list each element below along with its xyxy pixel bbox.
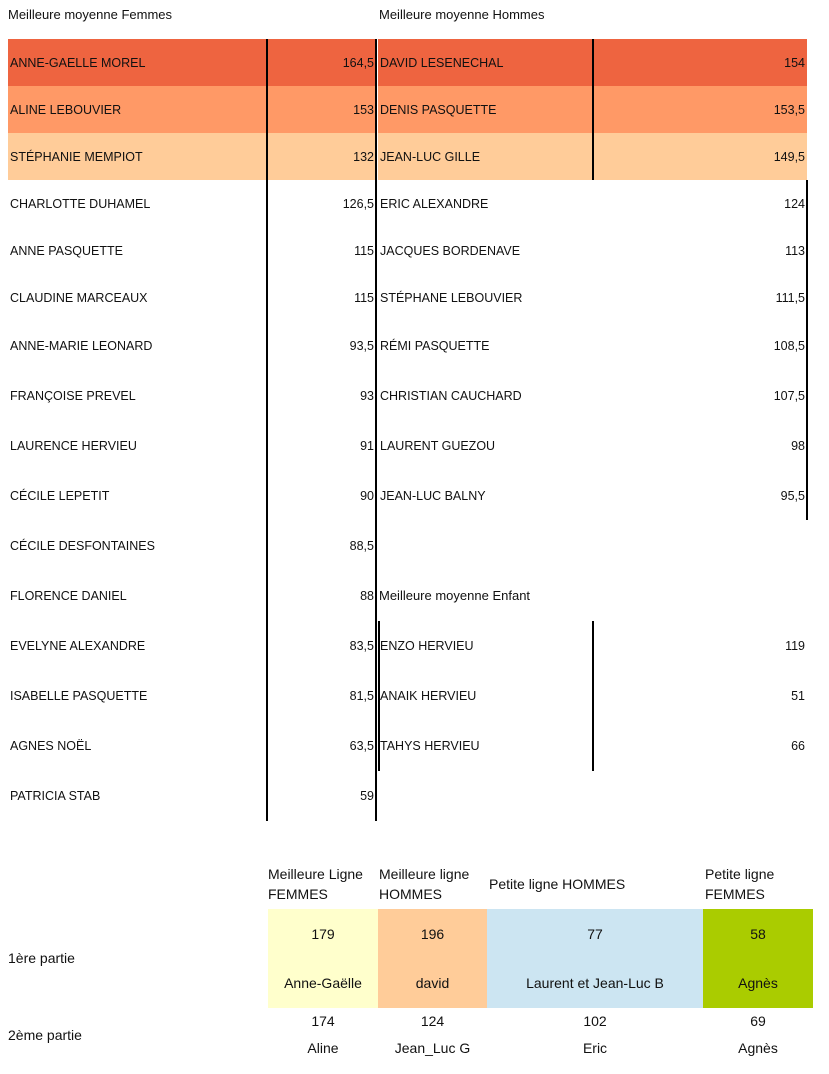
low-women-line-header: Petite ligne FEMMES bbox=[705, 866, 775, 902]
table-border bbox=[806, 180, 808, 520]
player-name: ERIC ALEXANDRE bbox=[380, 196, 489, 211]
average-value: 66 bbox=[791, 739, 805, 753]
low-men-cell bbox=[487, 909, 703, 1008]
player-name: ANNE-GAELLE MOREL bbox=[10, 55, 146, 70]
player-name: JACQUES BORDENAVE bbox=[380, 243, 521, 258]
average-value: 153,5 bbox=[773, 102, 805, 117]
player-name: CÉCILE LEPETIT bbox=[10, 489, 110, 503]
table-border bbox=[375, 39, 377, 821]
table-row bbox=[8, 571, 376, 621]
score: 58 bbox=[750, 925, 766, 942]
player-name: DENIS PASQUETTE bbox=[380, 102, 497, 117]
average-value: 83,5 bbox=[349, 639, 374, 653]
table-row bbox=[8, 86, 376, 133]
average-value: 95,5 bbox=[780, 489, 805, 503]
player-name: ANAIK HERVIEU bbox=[380, 689, 477, 703]
average-value: 93 bbox=[360, 389, 374, 403]
low-women-name-part2: Agnès bbox=[738, 1040, 778, 1056]
average-value: 98 bbox=[791, 439, 805, 453]
player-name: ALINE LEBOUVIER bbox=[10, 102, 122, 117]
best-women-name-part2: Aline bbox=[307, 1040, 339, 1056]
table-border bbox=[592, 39, 594, 180]
player-name: Laurent et Jean-Luc B bbox=[526, 975, 664, 992]
player-name: DAVID LESENECHAL bbox=[380, 55, 504, 70]
row-label-part1: 1ère partie bbox=[8, 950, 75, 966]
table-row bbox=[378, 471, 807, 521]
average-value: 59 bbox=[360, 789, 374, 803]
player-name: LAURENCE HERVIEU bbox=[10, 439, 137, 453]
player-name: AGNES NOËL bbox=[10, 739, 92, 753]
average-value: 115 bbox=[354, 290, 374, 305]
best-men-name-part2: Jean_Luc G bbox=[394, 1040, 471, 1056]
low-men-score-part2: 102 bbox=[583, 1013, 607, 1029]
table-row bbox=[378, 227, 807, 274]
best-men-line-header: Meilleure ligne HOMMES bbox=[379, 866, 470, 902]
table-row bbox=[8, 671, 376, 721]
average-value: 132 bbox=[353, 149, 374, 164]
player-name: Agnès bbox=[738, 975, 778, 992]
best-men-score-part2: 124 bbox=[420, 1013, 445, 1029]
player-name: CÉCILE DESFONTAINES bbox=[10, 539, 155, 553]
average-value: 111,5 bbox=[775, 290, 805, 305]
average-value: 91 bbox=[360, 439, 374, 453]
average-value: 107,5 bbox=[773, 389, 805, 403]
player-name: FRANÇOISE PREVEL bbox=[10, 389, 136, 403]
player-name: JEAN-LUC BALNY bbox=[380, 489, 486, 503]
best-men-cell bbox=[378, 909, 487, 1008]
average-value: 63,5 bbox=[349, 739, 374, 753]
table-row bbox=[378, 421, 807, 471]
table-row bbox=[8, 274, 376, 321]
average-value: 154 bbox=[784, 55, 805, 70]
average-value: 90 bbox=[360, 489, 374, 503]
player-name: david bbox=[415, 975, 450, 992]
player-name: ANNE-MARIE LEONARD bbox=[10, 339, 153, 353]
table-row bbox=[8, 771, 376, 821]
average-value: 81,5 bbox=[349, 689, 374, 703]
player-name: FLORENCE DANIEL bbox=[10, 589, 127, 603]
best-women-line-header: Meilleure Ligne FEMMES bbox=[268, 866, 363, 902]
player-name: Anne-Gaëlle bbox=[284, 975, 362, 992]
average-value: 51 bbox=[791, 689, 805, 703]
average-value: 126,5 bbox=[342, 196, 374, 211]
low-women-cell bbox=[703, 909, 813, 1008]
table-row bbox=[378, 371, 807, 421]
average-value: 108,5 bbox=[773, 339, 805, 353]
low-men-line-header: Petite ligne HOMMES bbox=[489, 876, 626, 892]
table-row bbox=[8, 39, 376, 86]
player-name: RÉMI PASQUETTE bbox=[380, 339, 490, 353]
table-row bbox=[8, 521, 376, 571]
average-value: 93,5 bbox=[349, 339, 374, 353]
table-row bbox=[8, 180, 376, 227]
table-border bbox=[266, 39, 268, 821]
player-name: ANNE PASQUETTE bbox=[10, 243, 123, 258]
player-name: TAHYS HERVIEU bbox=[380, 739, 480, 753]
player-name: CHRISTIAN CAUCHARD bbox=[380, 389, 522, 403]
average-value: 153 bbox=[353, 102, 374, 117]
low-men-name-part2: Eric bbox=[582, 1040, 608, 1056]
score: 179 bbox=[311, 925, 335, 942]
women-table-title: Meilleure moyenne Femmes bbox=[8, 7, 173, 22]
table-row bbox=[8, 371, 376, 421]
player-name: CLAUDINE MARCEAUX bbox=[10, 290, 148, 305]
kids-table-title: Meilleure moyenne Enfant bbox=[379, 588, 531, 603]
table-border bbox=[592, 621, 594, 771]
table-row bbox=[8, 321, 376, 371]
score: 77 bbox=[587, 925, 603, 942]
average-value: 119 bbox=[785, 639, 805, 653]
player-name: ENZO HERVIEU bbox=[380, 639, 474, 653]
player-name: STÉPHANE LEBOUVIER bbox=[380, 290, 523, 305]
average-value: 164,5 bbox=[342, 55, 374, 70]
player-name: JEAN-LUC GILLE bbox=[380, 149, 481, 164]
table-row bbox=[8, 133, 376, 180]
score: 196 bbox=[420, 925, 445, 942]
player-name: EVELYNE ALEXANDRE bbox=[10, 639, 146, 653]
average-value: 115 bbox=[354, 243, 374, 258]
table-border bbox=[378, 621, 380, 771]
row-label-part2: 2ème partie bbox=[8, 1027, 82, 1043]
average-value: 124 bbox=[784, 196, 805, 211]
average-value: 88,5 bbox=[349, 539, 374, 553]
table-row bbox=[378, 180, 807, 227]
table-row bbox=[8, 227, 376, 274]
table-row bbox=[8, 721, 376, 771]
player-name: LAURENT GUEZOU bbox=[380, 439, 496, 453]
player-name: CHARLOTTE DUHAMEL bbox=[10, 196, 151, 211]
table-row bbox=[378, 274, 807, 321]
player-name: PATRICIA STAB bbox=[10, 789, 101, 803]
best-women-score-part2: 174 bbox=[311, 1013, 335, 1029]
average-value: 113 bbox=[785, 243, 805, 258]
table-row bbox=[8, 621, 376, 671]
table-row bbox=[378, 321, 807, 371]
player-name: ISABELLE PASQUETTE bbox=[10, 689, 148, 703]
best-women-cell bbox=[268, 909, 378, 1008]
men-table-title: Meilleure moyenne Hommes bbox=[379, 7, 545, 22]
player-name: STÉPHANIE MEMPIOT bbox=[10, 149, 143, 164]
table-row bbox=[8, 421, 376, 471]
table-row bbox=[8, 471, 376, 521]
average-value: 88 bbox=[360, 589, 374, 603]
low-women-score-part2: 69 bbox=[750, 1013, 766, 1029]
average-value: 149,5 bbox=[773, 149, 805, 164]
